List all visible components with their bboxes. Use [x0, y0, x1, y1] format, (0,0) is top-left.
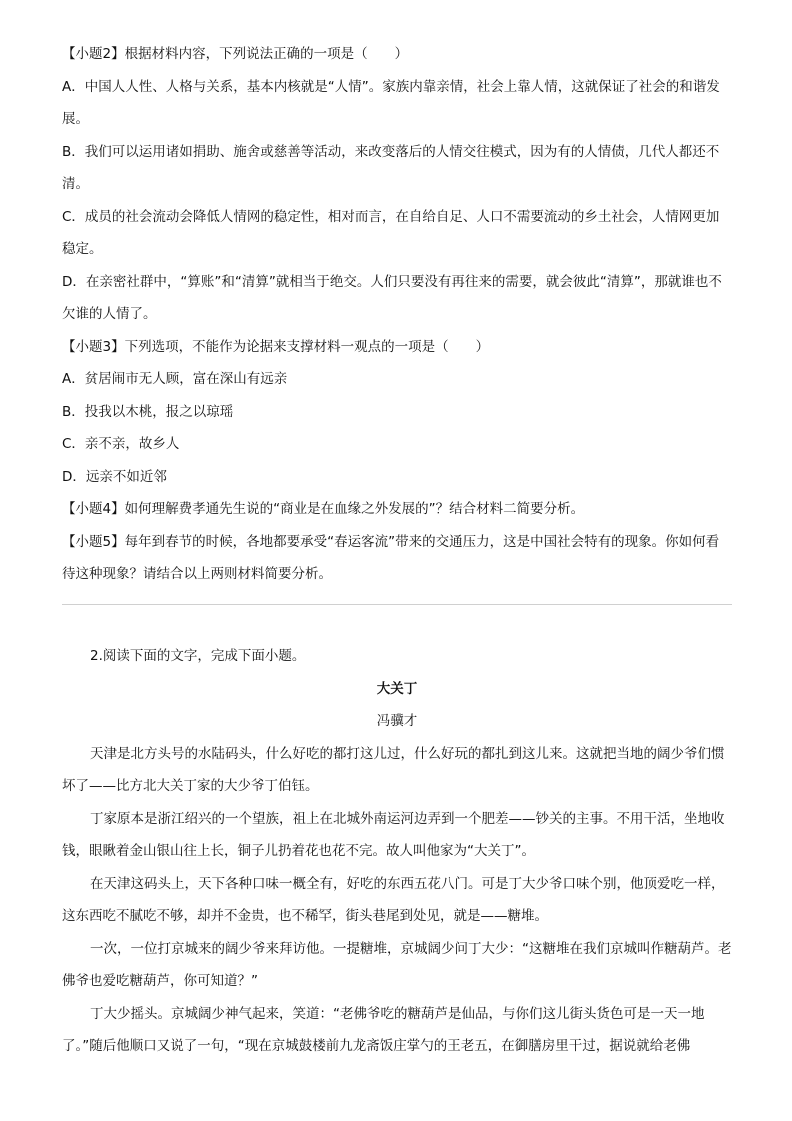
section-divider: [62, 604, 732, 605]
passage-paragraph: 在天津这码头上，天下各种口味一概全有，好吃的东西五花八门。可是丁大少爷口味个别，他顶爱吃一样，这东西吃不腻吃不够，却并不金贵，也不稀罕，街头巷尾到处见，就是——糖堆。: [62, 875, 725, 924]
question-2-option-a: A．中国人人性、人格与关系，基本内核就是“人情”。家族内靠亲情，社会上靠人情，这就保证了社会的和谐发展。: [62, 78, 720, 127]
question-5: 【小题5】每年到春节的时候，各地都要承受“春运客流”带来的交通压力，这是中国社会特有的现象。你如何看待这种现象？请结合以上两则材料简要分析。: [62, 533, 720, 582]
passage-paragraph: 丁大少摇头。京城阔少神气起来，笑道：“老佛爷吃的糖葫芦是仙品，与你们这儿街头货色可是一天一地了。”随后他顺口又说了一句，“现在京城鼓楼前九龙斋饭庄掌勺的王老五，在御膳房里干过，据说就给老佛: [62, 1005, 705, 1054]
passage-paragraph: 天津是北方头号的水陆码头，什么好吃的都打这儿过，什么好玩的都扎到这儿来。这就把当地的阔少爷们惯坏了——比方北大关丁家的大少爷丁伯钰。: [62, 745, 725, 794]
passage-title: 大关丁: [376, 680, 418, 697]
question-4: 【小题4】如何理解费孝通先生说的“商业是在血缘之外发展的”？结合材料二简要分析。: [62, 501, 585, 517]
reading-section-2: [62, 640, 732, 1063]
reading-instruction: 2.阅读下面的文字，完成下面小题。: [90, 648, 306, 664]
question-3-option-a: A．贫居闹市无人顾，富在深山有远亲: [62, 371, 288, 387]
passage-author: 冯骥才: [376, 713, 418, 729]
question-3-option-d: D．远亲不如近邻: [62, 468, 167, 485]
passage-paragraph: 一次，一位打京城来的阔少爷来拜访他。一提糖堆，京城阔少问丁大少：“这糖堆在我们京城叫作糖葫芦。老佛爷也爱吃糖葫芦，你可知道？”: [62, 940, 732, 989]
question-2-stem: 【小题2】根据材料内容，下列说法正确的一项是（ ）: [62, 46, 409, 62]
question-section-1: [62, 38, 732, 591]
passage-paragraph: 丁家原本是浙江绍兴的一个望族，祖上在北城外南运河边弄到一个肥差——钞关的主事。不用干活，坐地收钱，眼瞅着金山银山往上长，铜子儿扔着花也花不完。故人叫他家为“大关丁”。: [62, 810, 725, 859]
question-3-stem: 【小题3】下列选项，不能作为论据来支撑材料一观点的一项是（ ）: [62, 338, 490, 355]
question-2-option-b: B．我们可以运用诸如捐助、施舍或慈善等活动，来改变落后的人情交往模式，因为有的人情债，几代人都还不清。: [62, 143, 720, 192]
question-2-option-c: C．成员的社会流动会降低人情网的稳定性，相对而言，在自给自足、人口不需要流动的乡土社会，人情网更加稳定。: [62, 208, 720, 257]
question-3-option-c: C．亲不亲，故乡人: [62, 436, 180, 452]
question-3-option-b: B．投我以木桃，报之以琼瑶: [62, 403, 234, 420]
question-2-option-d: D．在亲密社群中，“算账”和“清算”就相当于绝交。人们只要没有再往来的需要，就会彼此“清算”，那就谁也不欠谁的人情了。: [62, 273, 722, 322]
